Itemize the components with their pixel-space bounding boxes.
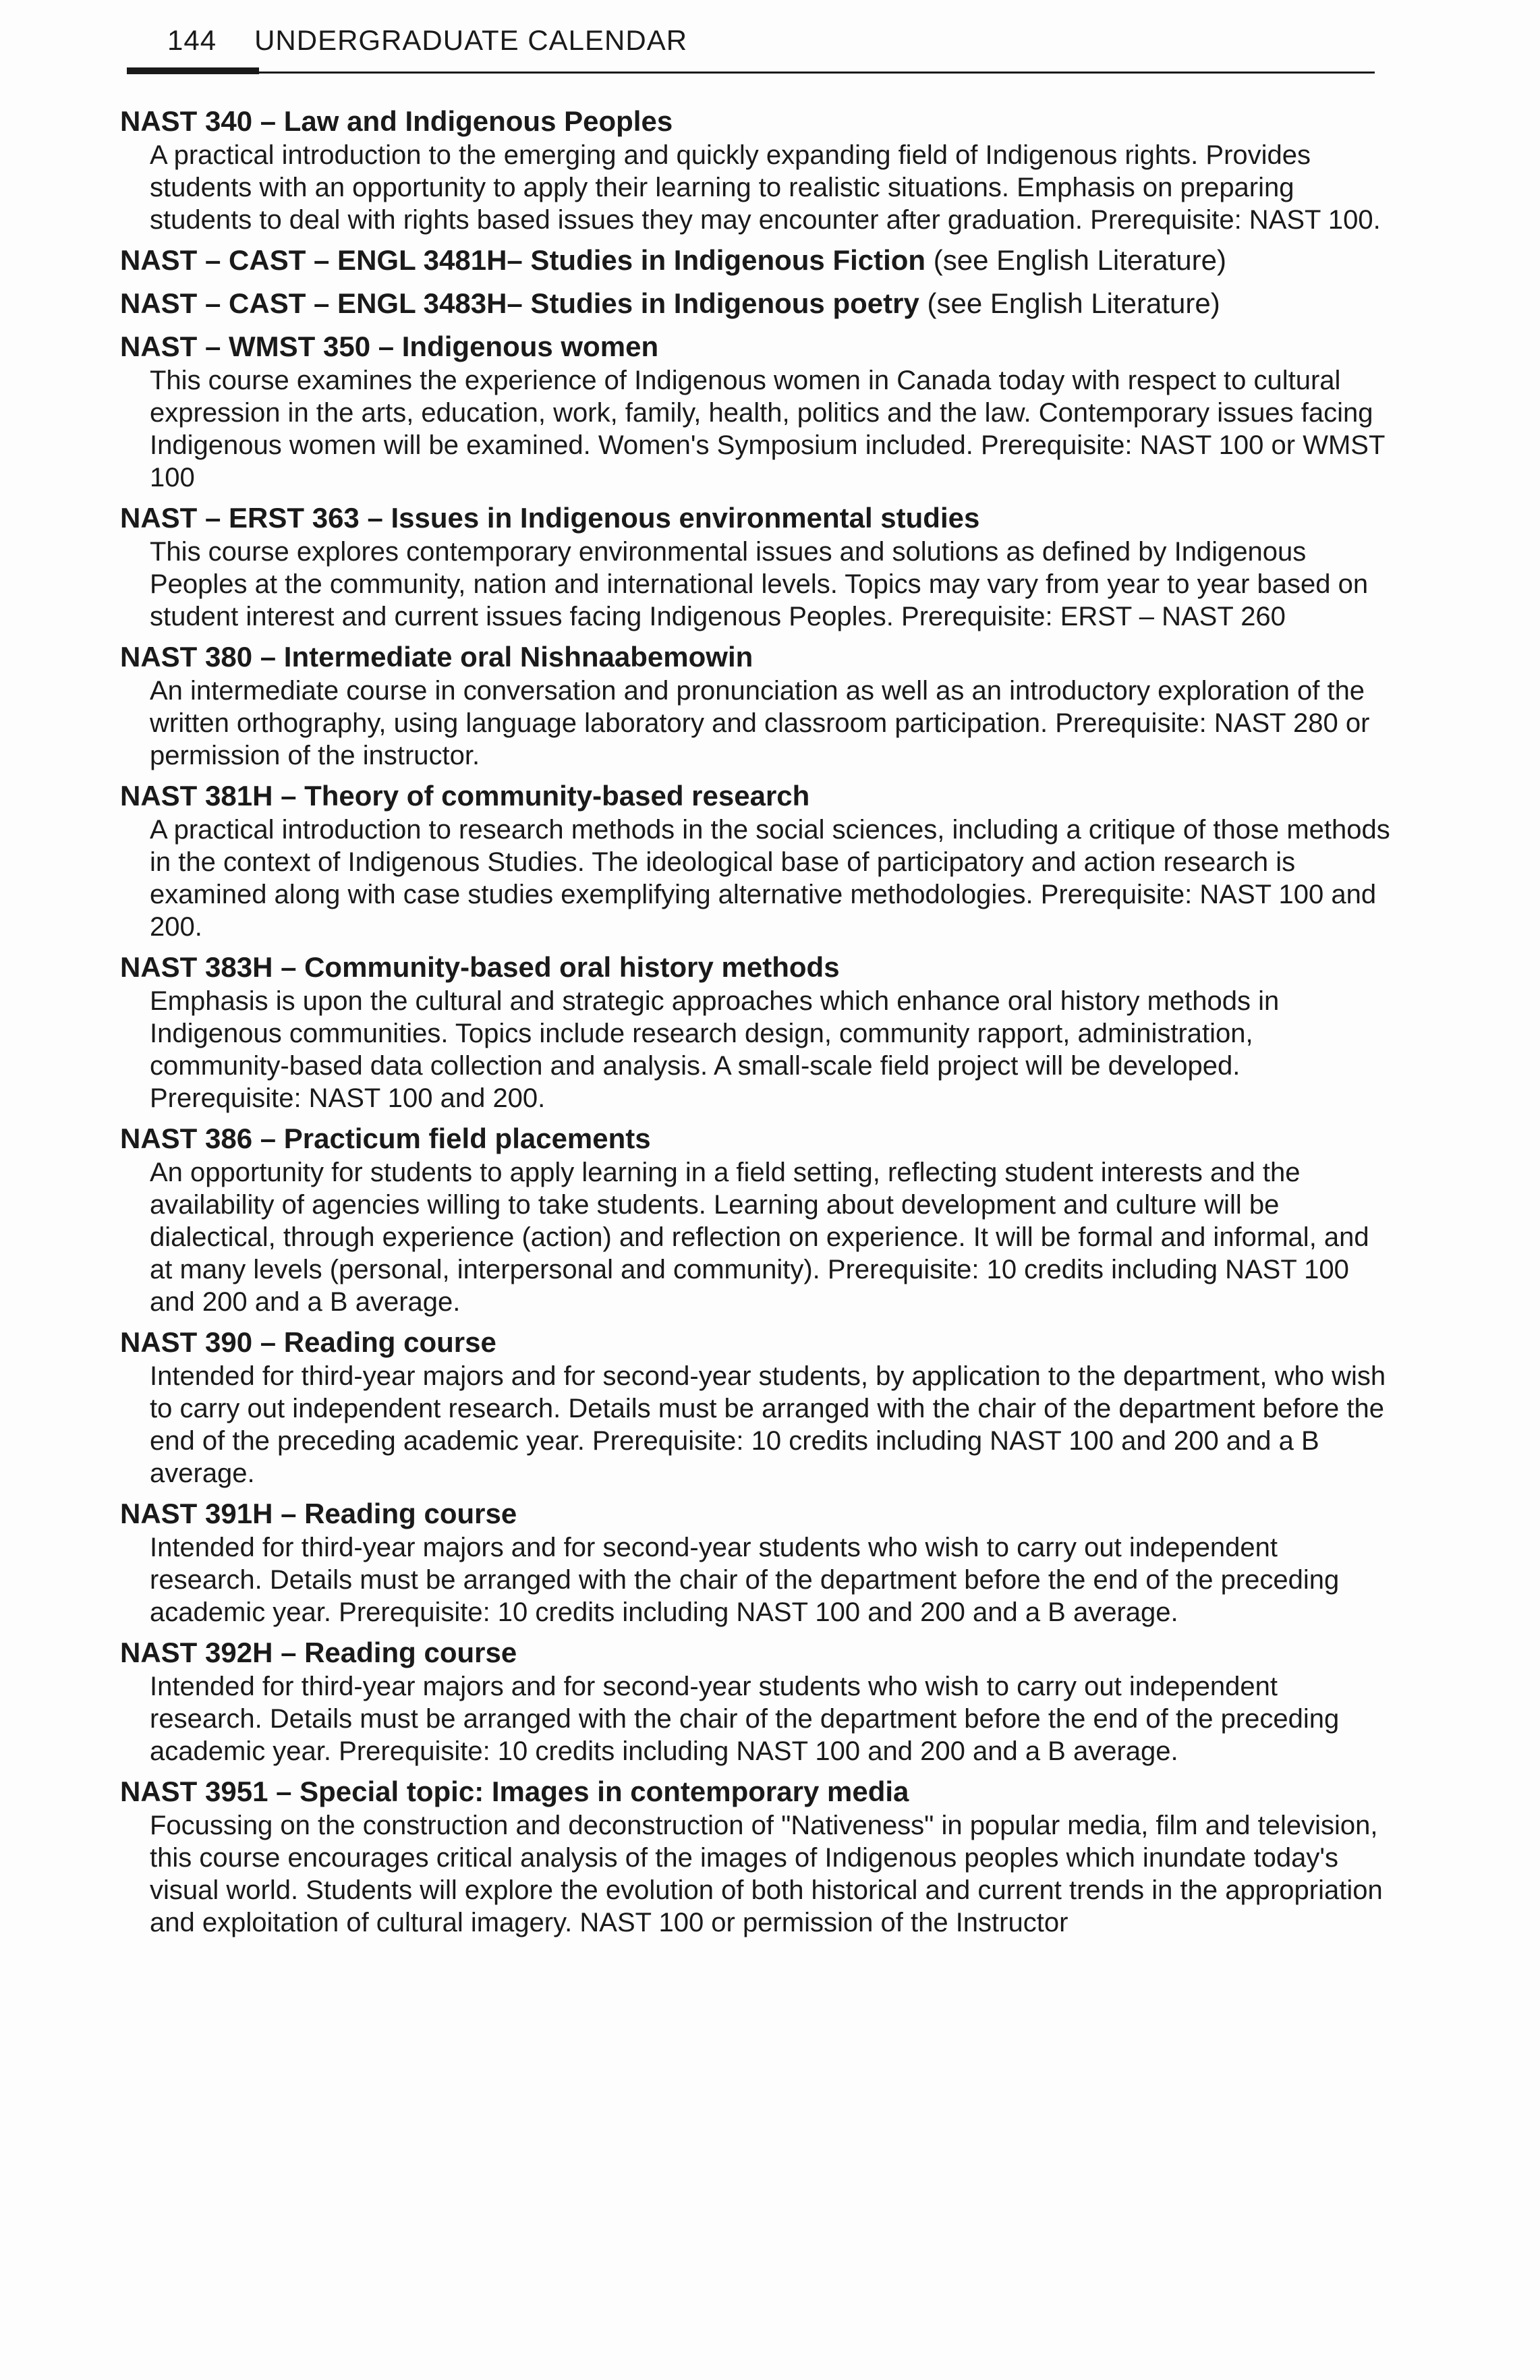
course-title [120,1495,1395,1533]
course-entry [120,638,1395,772]
course-entry [120,103,1395,236]
course-description: An opportunity for students to apply learning in a field setting, reflecting student interests and the availability of agencies willing to take students. Learning about development and culture will be dialectical, through experience (action) and reflection on experience. It will be formal and informal, and at many levels (personal, interpersonal and community). Prerequisite: 10 credits including NAST 100 and 200 and a B average. [150,1158,1369,1317]
course-entry [120,499,1395,633]
course-title-text: NAST 390 – Reading course [120,1326,496,1358]
course-title-text: NAST 380 – Intermediate oral Nishnaabemowin [120,641,753,673]
course-description: Intended for third-year majors and for second-year students, by application to the department, who wish to carry out independent research. Details must be arranged with the chair of the department before the end of the preceding academic year. Prerequisite: 10 credits including NAST 100 and 200 and a B average. [150,1361,1386,1488]
course-title [120,1634,1395,1672]
running-title: UNDERGRADUATE CALENDAR [254,24,688,56]
course-title [120,638,1395,676]
course-title-text: NAST – WMST 350 – Indigenous women [120,331,659,362]
course-entry [120,242,1395,279]
course-title [120,103,1395,140]
course-entry [120,328,1395,494]
running-header [167,24,687,57]
course-description: Focussing on the construction and deconstruction of "Nativeness" in popular media, film and television, this course encourages critical analysis of the images of Indigenous peoples which inundate today's visual world. Students will explore the evolution of both historical and current trends in the appropriation and exploitation of cultural imagery. NAST 100 or permission of the Instructor [150,1811,1383,1937]
course-entry [120,1634,1395,1767]
course-description: An intermediate course in conversation and pronunciation as well as an introductory exploration of the written orthography, using language laboratory and classroom participation. Prerequisite: NAST 280 or permission of the instructor. [150,676,1370,770]
course-entry [120,1120,1395,1318]
course-entry [120,285,1395,322]
course-title [120,328,1395,366]
course-title-text: NAST 381H – Theory of community-based research [120,780,810,812]
course-title-text: NAST 340 – Law and Indigenous Peoples [120,105,673,137]
course-title [120,285,1395,322]
course-title [120,1324,1395,1361]
course-description: A practical introduction to the emerging and quickly expanding field of Indigenous rights. Provides students with an opportunity to apply their learning to realistic situations. Emphasis on preparing students to deal with rights based issues they may encounter after graduation. Prerequisite: NAST 100. [150,140,1381,235]
course-description: This course explores contemporary environmental issues and solutions as defined by Indigenous Peoples at the community, nation and international levels. Topics may vary from year to year based on student interest and current issues facing Indigenous Peoples. Prerequisite: ERST – NAST 260 [150,537,1369,631]
course-description: Intended for third-year majors and for second-year students who wish to carry out independent research. Details must be arranged with the chair of the department before the end of the preceding academic year. Prerequisite: 10 credits including NAST 100 and 200 and a B average. [150,1672,1340,1766]
course-description: A practical introduction to research methods in the social sciences, including a critique of those methods in the context of Indigenous Studies. The ideological base of participatory and action research is examined along with case studies exemplifying alternative methodologies. Prerequisite: NAST 100 and 200. [150,815,1390,942]
course-title-text: NAST 386 – Practicum field placements [120,1123,651,1154]
course-title-text: NAST – CAST – ENGL 3481H– Studies in Indigenous Fiction [120,244,926,276]
cross-reference: (see English Literature) [927,287,1220,319]
course-title [120,499,1395,537]
course-title-text: NAST 392H – Reading course [120,1637,517,1668]
course-entry [120,948,1395,1114]
course-title-text: NAST – ERST 363 – Issues in Indigenous environmental studies [120,502,980,534]
course-title-text: NAST 391H – Reading course [120,1498,517,1529]
course-description: Emphasis is upon the cultural and strategic approaches which enhance oral history methods in Indigenous communities. Topics include research design, community rapport, administration, community-based data collection and analysis. A small-scale field project will be developed. Prerequisite: NAST 100 and 200. [150,986,1280,1113]
course-title [120,1773,1395,1811]
header-rule-thick [127,67,259,74]
course-entry [120,777,1395,943]
course-entries [120,103,1395,1944]
course-description: Intended for third-year majors and for second-year students who wish to carry out independent research. Details must be arranged with the chair of the department before the end of the preceding academic year. Prerequisite: 10 credits including NAST 100 and 200 and a B average. [150,1533,1340,1627]
course-entry [120,1324,1395,1490]
course-title-text: NAST 383H – Community-based oral history methods [120,951,840,983]
course-title-text: NAST – CAST – ENGL 3483H– Studies in Indigenous poetry [120,287,919,319]
cross-reference: (see English Literature) [933,244,1226,276]
course-entry [120,1495,1395,1628]
course-title [120,242,1395,279]
course-description: This course examines the experience of Indigenous women in Canada today with respect to cultural expression in the arts, education, work, family, health, politics and the law. Contemporary issues facing Indigenous women will be examined. Women's Symposium included. Prerequisite: NAST 100 or WMST 100 [150,366,1385,492]
course-title-text: NAST 3951 – Special topic: Images in contemporary media [120,1776,909,1807]
course-entry [120,1773,1395,1939]
course-title [120,777,1395,815]
page-number: 144 [167,24,217,56]
course-title [120,1120,1395,1158]
header-rule-thin [259,72,1375,74]
course-title [120,948,1395,986]
